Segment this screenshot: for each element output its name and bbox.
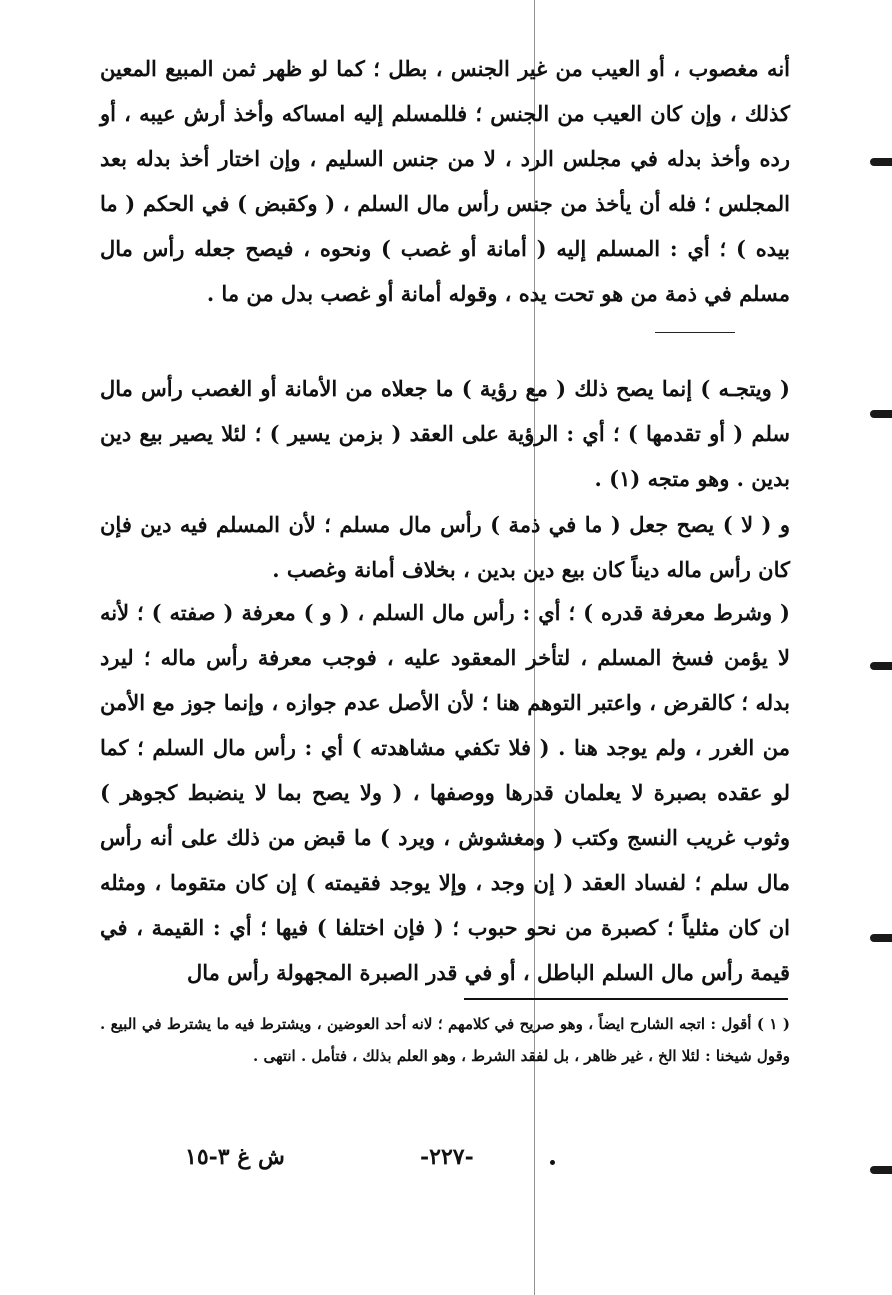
ink-dot (550, 1160, 555, 1165)
paragraph: أنه مغصوب ، أو العيب من غير الجنس ، بطل ؛ كما لو ظهر ثمن المبيع المعين كذلك ، وإن كان العيب من الجنس ؛ فللمسلم إليه امساكه وأخذ أرش عيبه ، أو رده وأخذ بدله في مجلس الرد ، لا من جنس السليم ، وإن اختار أخذ بدله بعد المجلس ؛ فله أن يأخذ من جنس رأس مال السلم ، ( وكقبض ) في الحكم ( ما بيده ) ؛ أي : المسلم إليه ( أمانة أو غصب ) ونحوه ، فيصح جعله رأس مال مسلم في ذمة من هو تحت يده ، وقوله أمانة أو غصب بدل من ما . (100, 56, 790, 306)
page-footer (0, 1144, 892, 1184)
edge-mark (870, 410, 892, 418)
edge-mark (870, 158, 892, 166)
edge-mark (870, 934, 892, 942)
paragraph: و ( لا ) يصح جعل ( ما في ذمة ) رأس مال مسلم ؛ لأن المسلم فيه دين فإن كان رأس ماله ديناً كان بيع دين بدين ، بخلاف أمانة وغصب . (100, 512, 790, 582)
printer-signature: ش غ ٣-١٥ (185, 1144, 285, 1170)
footnote-divider (464, 998, 788, 1000)
paragraph: ( ويتجـه ) إنما يصح ذلك ( مع رؤية ) ما جعلاه من الأمانة أو الغصب رأس مال سلم ( أو تقدمها ) ؛ أي : الرؤية على العقد ( بزمن يسير ) ؛ لئلا يصير بيع دين بدين . وهو متجه (١) . (100, 376, 790, 491)
inline-rule (655, 332, 735, 333)
edge-mark (870, 662, 892, 670)
paragraph: ( وشرط معرفة قدره ) ؛ أي : رأس مال السلم ، ( و ) معرفة ( صفته ) ؛ لأنه لا يؤمن فسخ المسلم ، لتأخر المعقود عليه ، فوجب معرفة رأس ماله ؛ ليرد بدله ؛ كالقرض ، واعتبر التوهم هنا ؛ لأن الأصل عدم جوازه ، وإنما جوز مع الأمن من الغرر ، ولم يوجد هنا . ( فلا تكفي مشاهدته ) أي : رأس مال السلم ؛ كما لو عقده بصبرة لا يعلمان قدرها ووصفها ، ( ولا يصح بما لا ينضبط كجوهر ) وثوب غريب النسج وكتب ( ومغشوش ، ويرد ) ما قبض من ذلك على أنه رأس مال سلم ؛ لفساد العقد ( إن وجد ، وإلا يوجد فقيمته ) إن كان متقوما ، ومثله ان كان مثلياً ؛ كصبرة من نحو حبوب ؛ ( فإن اختلفا ) فيها ؛ أي : القيمة ، في قيمة رأس مال السلم الباطل ، أو في قدر الصبرة المجهولة رأس مال (100, 600, 790, 985)
page-number: -٢٢٧- (420, 1144, 474, 1170)
footnote: ( ١ ) أقول : اتجه الشارح ايضاً ، وهو صريح في كلامهم ؛ لانه أحد العوضين ، ويشترط فيه ما يشترط في البيع . وقول شيخنا : لئلا الخ ، غير ظاهر ، بل لفقد الشرط ، وهو العلم بذلك ، فتأمل . انتهى . (100, 1015, 790, 1065)
